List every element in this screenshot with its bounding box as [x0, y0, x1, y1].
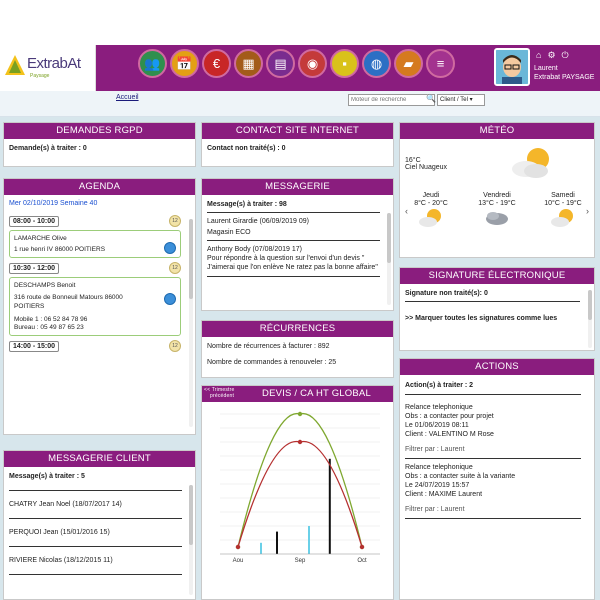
- agenda-slot-time[interactable]: 10:30 - 12:00: [9, 263, 59, 274]
- meteo-day-name: Jeudi: [422, 192, 440, 199]
- sub-bar: [0, 91, 600, 117]
- meteo-day-range: 8°C - 20°C: [414, 200, 448, 207]
- gear-icon[interactable]: ⚙: [547, 50, 556, 60]
- user-area: [490, 45, 600, 91]
- top-bar: [0, 45, 600, 91]
- chart-grid: [220, 414, 380, 554]
- sticky-note-icon[interactable]: ▪: [330, 49, 359, 78]
- agenda-title: AGENDA: [4, 179, 195, 195]
- message-body: Magasin ECO: [207, 229, 251, 236]
- user-icons: [536, 50, 569, 61]
- recurrences-to-bill[interactable]: Nombre de récurrences à facturer : 892: [207, 343, 330, 350]
- meteo-panel: [399, 122, 595, 258]
- chart-x-ticks: [220, 554, 380, 564]
- action-type: Relance telephonique: [405, 464, 473, 471]
- contact-title: CONTACT SITE INTERNET: [202, 123, 393, 139]
- chart-bar: [308, 526, 310, 554]
- actions-title: ACTIONS: [400, 359, 594, 375]
- appointment-name: DESCHAMPS Benoit: [14, 282, 76, 289]
- eye-icon[interactable]: ◉: [298, 49, 327, 78]
- action-filter[interactable]: Filtrer par : Laurent: [405, 446, 465, 453]
- message-from: Laurent Girardie (06/09/2019 09): [207, 218, 309, 225]
- cloud-icon: [483, 208, 511, 228]
- devis-chart: [202, 402, 393, 599]
- main-nav: [138, 49, 455, 78]
- signature-count[interactable]: Signature non traité(s): 0: [405, 290, 488, 297]
- orders-to-renew[interactable]: Nombre de commandes à renouveler : 25: [207, 359, 337, 366]
- color-grid-icon[interactable]: ▤: [266, 49, 295, 78]
- agenda-appointment[interactable]: [9, 277, 181, 336]
- devis-header: [202, 386, 393, 402]
- message-body: Pour répondre à la question sur l'envoi d'un devis " J'aimerai que l'on enlève Ne ratez pas la bonne affaire": [207, 255, 378, 271]
- calendar-icon[interactable]: 📅: [170, 49, 199, 78]
- meteo-prev-icon[interactable]: ‹: [405, 205, 408, 216]
- euro-icon[interactable]: €: [202, 49, 231, 78]
- messagerie-scrollbar[interactable]: [387, 213, 391, 305]
- appointment-bureau: Bureau : 05 49 87 65 23: [14, 324, 84, 331]
- messagerie-count[interactable]: Message(s) à traiter : 98: [207, 201, 287, 208]
- x-tick-label: Aou: [232, 558, 244, 564]
- messagerie-client-count[interactable]: Message(s) à traiter : 5: [9, 473, 85, 480]
- chart-bar: [329, 459, 331, 554]
- user-name: [534, 64, 594, 82]
- menu-icon[interactable]: ≡: [426, 49, 455, 78]
- signature-scrollbar[interactable]: [588, 290, 592, 348]
- rgpd-panel: [3, 122, 196, 167]
- devis-panel: [201, 385, 394, 600]
- series-line: [238, 414, 362, 547]
- search-icon[interactable]: 🔍: [426, 94, 436, 103]
- sun-cloud-icon: [417, 208, 445, 228]
- series-point: [298, 440, 302, 444]
- previous-quarter-label-2: précédent: [210, 393, 235, 399]
- dashboard: [0, 117, 600, 600]
- action-obs: Obs : a contacter suite à la variante: [405, 473, 516, 480]
- action-obs: Obs : a contacter pour projet: [405, 413, 494, 420]
- appointment-mobile: Mobile 1 : 06 52 84 78 96: [14, 316, 88, 323]
- agenda-date[interactable]: Mer 02/10/2019 Semaine 40: [9, 200, 98, 207]
- messagerie-client-panel: [3, 450, 196, 600]
- rgpd-title: DEMANDES RGPD: [4, 123, 195, 139]
- agenda-appointment[interactable]: [9, 230, 181, 258]
- messagerie-title: MESSAGERIE: [202, 179, 393, 195]
- x-tick-label: Sep: [294, 558, 306, 564]
- devis-title: DEVIS / CA HT GLOBAL: [262, 388, 371, 399]
- client-message-item[interactable]: RIVIERE Nicolas (18/12/2015 11): [9, 557, 113, 564]
- appointment-address: 1 rue henri IV 86000 POITIERS: [14, 246, 106, 253]
- agenda-scrollbar[interactable]: [189, 219, 193, 427]
- action-item[interactable]: [405, 463, 589, 514]
- logo-text: ExtrabAt: [27, 55, 81, 72]
- users-icon[interactable]: 👥: [138, 49, 167, 78]
- home-link[interactable]: Accueil: [116, 94, 139, 101]
- search-input[interactable]: [348, 94, 435, 106]
- logo-subtitle: Paysage: [30, 73, 50, 79]
- avatar-face-icon: [496, 50, 528, 84]
- meteo-temp: 16°C: [405, 157, 421, 164]
- meteo-day-3: [540, 191, 586, 230]
- agenda-panel: [3, 178, 196, 435]
- action-date: Le 01/06/2019 08:11: [405, 422, 469, 429]
- action-client: Client : MAXIME Laurent: [405, 491, 483, 498]
- agenda-slot-time[interactable]: 14:00 - 15:00: [9, 341, 59, 352]
- home-icon[interactable]: ⌂: [536, 50, 542, 60]
- meteo-day-range: 10°C - 19°C: [544, 200, 582, 207]
- client-message-item[interactable]: PERQUOI Jean (15/01/2016 15): [9, 529, 110, 536]
- previous-quarter-button[interactable]: [204, 387, 234, 399]
- folder-icon[interactable]: ▰: [394, 49, 423, 78]
- chart-lines: [236, 412, 364, 549]
- calendar-icon[interactable]: 12: [169, 340, 181, 352]
- meteo-day-2: [474, 191, 520, 230]
- calendar-icon[interactable]: 12: [169, 262, 181, 274]
- message-item[interactable]: [207, 245, 380, 272]
- action-item[interactable]: [405, 403, 589, 454]
- meteo-day-name: Samedi: [551, 192, 575, 199]
- globe-icon[interactable]: [164, 242, 176, 254]
- client-tel-select-value: Client / Tel: [440, 97, 468, 103]
- grid-icon[interactable]: ▦: [234, 49, 263, 78]
- user-name-line2: Extrabat PAYSAGE: [534, 74, 595, 81]
- series-point: [360, 545, 364, 549]
- meteo-day-range: 13°C - 19°C: [478, 200, 516, 207]
- action-type: Relance telephonique: [405, 404, 473, 411]
- user-name-line1: Laurent: [534, 65, 558, 72]
- meteo-condition: Ciel Nuageux: [405, 164, 448, 171]
- action-client: Client : VALENTINO M Rose: [405, 431, 494, 438]
- messagerie-client-scrollbar[interactable]: [189, 485, 193, 595]
- recurrences-title: RÉCURRENCES: [202, 321, 393, 337]
- message-item[interactable]: [207, 217, 380, 236]
- contact-count[interactable]: Contact non traité(s) : 0: [207, 145, 286, 152]
- sun-cloud-icon: [508, 145, 556, 181]
- avatar[interactable]: [494, 48, 530, 86]
- client-message-item[interactable]: CHATRY Jean Noel (18/07/2017 14): [9, 501, 122, 508]
- logo-mark-icon: [4, 54, 26, 76]
- actions-panel: [399, 358, 595, 600]
- meteo-day-name: Vendredi: [483, 192, 511, 199]
- actions-count[interactable]: Action(s) à traiter : 2: [405, 382, 474, 389]
- meteo-day-1: [408, 191, 454, 230]
- meteo-next-icon[interactable]: ›: [586, 205, 589, 216]
- chart-bar: [276, 532, 278, 554]
- globe-icon[interactable]: ◍: [362, 49, 391, 78]
- chart-bar: [260, 543, 262, 554]
- messagerie-panel: [201, 178, 394, 311]
- series-point: [298, 412, 302, 416]
- meteo-title: MÉTÉO: [400, 123, 594, 139]
- rgpd-count[interactable]: Demande(s) à traiter : 0: [9, 145, 87, 152]
- appointment-address: 316 route de Bonneuil Matours 86000 POITIERS: [14, 294, 123, 310]
- action-filter[interactable]: Filtrer par : Laurent: [405, 506, 465, 513]
- message-from: Anthony Body (07/08/2019 17): [207, 246, 302, 253]
- messagerie-client-title: MESSAGERIE CLIENT: [4, 451, 195, 467]
- agenda-slot-time[interactable]: 08:00 - 10:00: [9, 216, 59, 227]
- sun-cloud-icon: [549, 208, 577, 228]
- series-line: [238, 441, 362, 547]
- signature-title: SIGNATURE ÉLECTRONIQUE: [400, 268, 594, 284]
- power-icon[interactable]: ⏻: [561, 50, 569, 60]
- contact-panel: [201, 122, 394, 167]
- logo[interactable]: [0, 45, 96, 91]
- previous-quarter-label-1: << Trimestre: [204, 387, 235, 393]
- mark-signatures-read-link[interactable]: >> Marquer toutes les signatures comme lues: [405, 315, 558, 322]
- action-date: Le 24/07/2019 15:57: [405, 482, 470, 489]
- signature-panel: [399, 267, 595, 351]
- series-point: [236, 545, 240, 549]
- appointment-name: LAMARCHE Olive: [14, 235, 67, 242]
- globe-icon[interactable]: [164, 293, 176, 305]
- recurrences-panel: [201, 320, 394, 378]
- x-tick-label: Oct: [357, 558, 367, 564]
- calendar-icon[interactable]: 12: [169, 215, 181, 227]
- client-tel-select[interactable]: Client / Tel ▾: [437, 94, 485, 106]
